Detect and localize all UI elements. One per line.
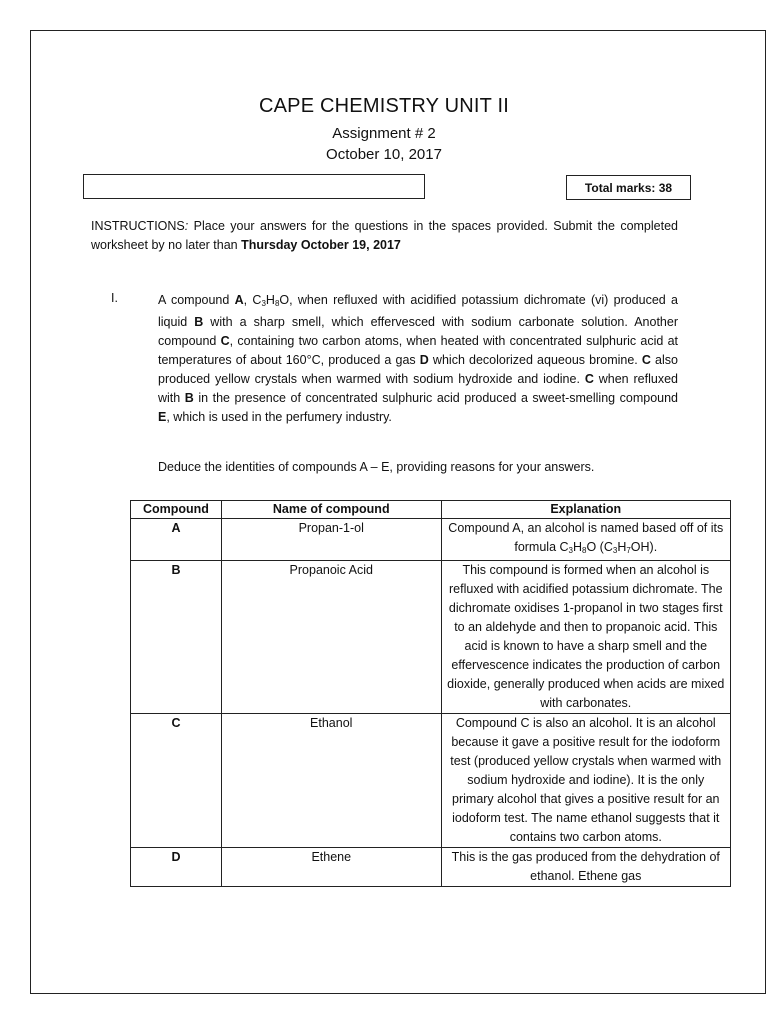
name-cell: Ethanol <box>221 714 441 848</box>
table-row <box>131 848 731 887</box>
header-explanation: Explanation <box>441 501 730 519</box>
instructions-text: Place your answers for the questions in the spaces provided. Submit the completed worksheet by no later than <box>91 219 678 252</box>
explanation-cell: This is the gas produced from the dehydration of ethanol. Ethene gas <box>441 848 730 887</box>
instructions-label: INSTRUCTIONS <box>91 219 185 233</box>
question-prompt: Deduce the identities of compounds A – E, providing reasons for your answers. <box>158 460 595 474</box>
assignment-number: Assignment # 2 <box>332 125 436 142</box>
name-cell: Ethene <box>221 848 441 887</box>
question-number: I. <box>111 291 118 305</box>
table-row <box>131 561 731 714</box>
instructions-deadline: Thursday October 19, 2017 <box>241 238 401 252</box>
explanation-cell: Compound A, an alcohol is named based off of its formula $C_3H_8O$ $(C_3H_7OH)$. <box>441 519 730 561</box>
compound-cell: A <box>131 519 222 561</box>
table-row <box>131 714 731 848</box>
name-input-box[interactable] <box>83 174 425 199</box>
instructions: INSTRUCTIONS: Place your answers for the questions in the spaces provided. Submit the completed worksheet by no later than Thursday October 19, 2017 <box>91 219 678 252</box>
page-title: CAPE CHEMISTRY UNIT II <box>258 95 509 117</box>
compound-cell: B <box>131 561 222 714</box>
explanation-cell: Compound C is also an alcohol. It is an alcohol because it gave a positive result for the iodoform test (produced yellow crystals when warmed with sodium hydroxide and iodine). It is the only primary alcohol that gives a positive result for an iodoform test. The name ethanol suggests that it contains two carbon atoms. <box>441 714 730 848</box>
compound-cell: C <box>131 714 222 848</box>
name-cell: Propan-1-ol <box>221 519 441 561</box>
compound-cell: D <box>131 848 222 887</box>
assignment-date: October 10, 2017 <box>326 146 442 163</box>
answers-table <box>130 500 731 887</box>
total-marks-box: Total marks: 38 <box>566 175 691 200</box>
header-name: Name of compound <box>221 501 441 519</box>
name-cell: Propanoic Acid <box>221 561 441 714</box>
table-row <box>131 519 731 561</box>
header-compound: Compound <box>131 501 222 519</box>
explanation-cell: This compound is formed when an alcohol is refluxed with acidified potassium dichromate. The dichromate oxidises 1-propanol in two stages first to an aldehyde and then to propanoic acid. This acid is known to have a sharp smell and the effervescence indicates the production of carbon dioxide, generally produced when acids are mixed with carbonates. <box>441 561 730 714</box>
question-text: A compound A, $C_3H_8O$, when refluxed with acidified potassium dichromate (vi) produced a liquid B with a sharp smell, which effervesced with sodium carbonate solution. Another compound C, containing two carbon atoms, when heated with concentrated sulphuric acid at temperatures of about 160°C, produced a gas D which decolorized aqueous bromine. C also produced yellow crystals when warmed with sodium hydroxide and iodine. C when refluxed with B in the presence of concentrated sulphuric acid produced a sweet-smelling compound E, which is used in the perfumery industry. <box>158 293 679 424</box>
table-header-row <box>131 501 731 519</box>
